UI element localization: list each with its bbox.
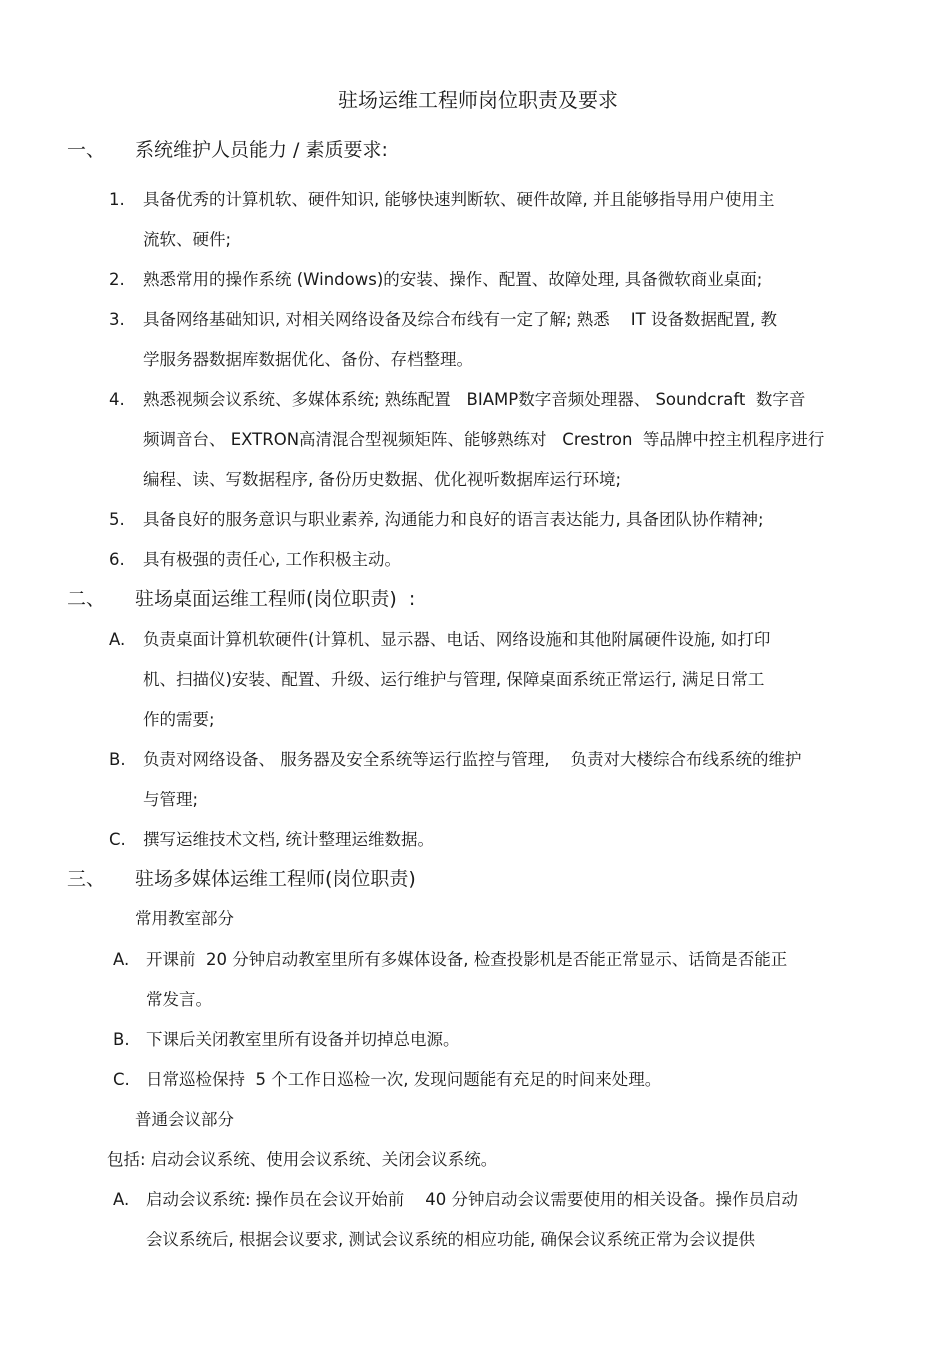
list-item-label: B. <box>113 1030 130 1049</box>
list-item-text: 负责桌面计算机软硬件(计算机、显示器、电话、网络设施和其他附属硬件设施, 如打印 <box>143 630 771 649</box>
list-item-label: 4. <box>109 390 125 409</box>
list-item-text: 开课前 20 分钟启动教室里所有多媒体设备, 检查投影机是否能正常显示、话筒是否能正 <box>146 950 788 969</box>
list-item-text: 具备良好的服务意识与职业素养, 沟通能力和良好的语言表达能力, 具备团队协作精神; <box>143 510 764 529</box>
includes-text: 包括: 启动会议系统、使用会议系统、关闭会议系统。 <box>107 1150 498 1169</box>
list-item-label: C. <box>109 830 126 849</box>
list-item-text: 负责对网络设备、 服务器及安全系统等运行监控与管理, 负责对大楼综合布线系统的维护 <box>143 750 802 769</box>
list-item-text: 具备网络基础知识, 对相关网络设备及综合布线有一定了解; 熟悉 IT 设备数据配置, 教 <box>143 310 777 329</box>
list-item-label: A. <box>113 950 130 969</box>
list-item-text: 学服务器数据库数据优化、备份、存档整理。 <box>143 350 473 369</box>
list-item-label: B. <box>109 750 126 769</box>
list-item-text: 会议系统后, 根据会议要求, 测试会议系统的相应功能, 确保会议系统正常为会议提供 <box>146 1230 755 1249</box>
list-item-text: 流软、硬件; <box>143 230 232 249</box>
subsection-heading: 常用教室部分 <box>135 909 234 928</box>
list-item-text: 熟悉常用的操作系统 (Windows)的安装、操作、配置、故障处理, 具备微软商业桌面; <box>143 270 763 289</box>
page-title: 驻场运维工程师岗位职责及要求 <box>338 88 618 112</box>
list-item-text: 下课后关闭教室里所有设备并切掉总电源。 <box>146 1030 460 1049</box>
list-item-text: 启动会议系统: 操作员在会议开始前 40 分钟启动会议需要使用的相关设备。操作员启动 <box>146 1190 799 1209</box>
list-item-text: 常发言。 <box>146 990 212 1009</box>
section-heading: 驻场多媒体运维工程师(岗位职责) <box>135 868 416 890</box>
list-item-label: A. <box>113 1190 130 1209</box>
list-item-label: C. <box>113 1070 130 1089</box>
list-item-label: 3. <box>109 310 125 329</box>
section-number: 二、 <box>67 588 106 610</box>
list-item-text: 熟悉视频会议系统、多媒体系统; 熟练配置 BIAMP数字音频处理器、 Soundcraft 数字音 <box>143 390 806 409</box>
list-item-label: 2. <box>109 270 125 289</box>
list-item-text: 撰写运维技术文档, 统计整理运维数据。 <box>143 830 434 849</box>
section-number: 一、 <box>67 139 106 161</box>
subsection-heading: 普通会议部分 <box>135 1110 234 1129</box>
list-item-text: 具备优秀的计算机软、硬件知识, 能够快速判断软、硬件故障, 并且能够指导用户使用主 <box>143 190 775 209</box>
section-heading: 系统维护人员能力 / 素质要求: <box>135 139 388 161</box>
section-number: 三、 <box>67 868 106 890</box>
list-item-text: 机、扫描仪)安装、配置、升级、运行维护与管理, 保障桌面系统正常运行, 满足日常工 <box>143 670 765 689</box>
list-item-text: 具有极强的责任心, 工作积极主动。 <box>143 550 401 569</box>
list-item-text: 编程、读、写数据程序, 备份历史数据、优化视听数据库运行环境; <box>143 470 622 489</box>
list-item-label: 6. <box>109 550 125 569</box>
list-item-text: 与管理; <box>143 790 199 809</box>
list-item-label: A. <box>109 630 126 649</box>
list-item-text: 作的需要; <box>143 710 215 729</box>
section-heading: 驻场桌面运维工程师(岗位职责) : <box>135 588 416 610</box>
list-item-label: 5. <box>109 510 125 529</box>
list-item-text: 频调音台、 EXTRON高清混合型视频矩阵、能够熟练对 Crestron 等品牌中控主机程序进行 <box>143 430 825 449</box>
list-item-label: 1. <box>109 190 125 209</box>
list-item-text: 日常巡检保持 5 个工作日巡检一次, 发现问题能有充足的时间来处理。 <box>146 1070 662 1089</box>
